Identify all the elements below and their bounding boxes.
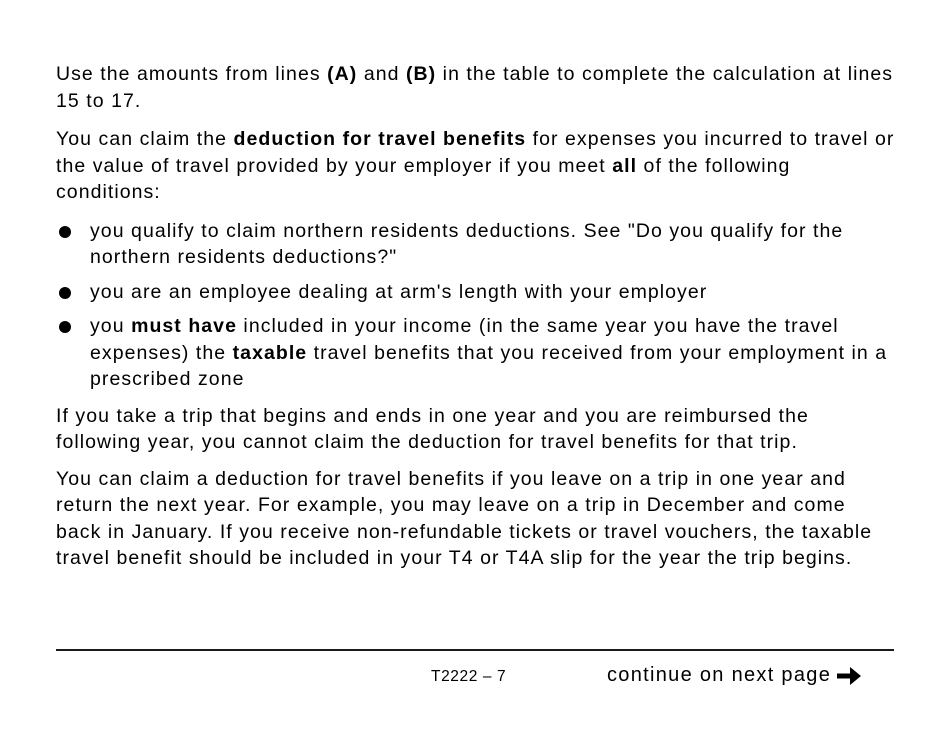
text: in the table to complete the calculation at lines 15 to 17. [56,63,894,112]
continue-next-page-link[interactable] [607,664,863,687]
footer-divider [56,649,894,651]
bullet-icon [59,287,71,299]
bold-deduction-travel-benefits: deduction for travel benefits [233,128,527,150]
text: and [357,63,406,85]
document-body [56,61,896,572]
list-item [56,313,896,393]
paragraph-trip-same-year: If you take a trip that begins and ends in one year and you are reimbursed the following year, you cannot claim the deduction for travel benefits for that trip. [56,404,809,453]
text: you qualify to claim northern residents deductions. See "Do you qualify for the northern residents deductions?" [90,219,844,268]
list-item [56,279,896,306]
conditions-list [56,218,896,393]
arrow-right-icon [835,665,863,687]
bold-line-a: (A) [327,63,358,85]
bold-all: all [612,154,638,177]
text: for expenses you incurred to travel or the value of travel provided by your employer if you meet [56,128,895,177]
text: of the following conditions: [56,154,791,203]
text: you are an employee dealing at arm's length with your employer [90,280,708,303]
paragraph-use-amounts [56,61,896,114]
list-item [56,218,896,271]
text: travel benefits that you received from your employment in a prescribed zone [90,341,888,390]
paragraph-trip-spanning-years: You can claim a deduction for travel benefits if you leave on a trip in one year and return the next year. For example, you may leave on a trip in December and come back in January. If you receive non-refundable tickets or travel vouchers, the taxable travel benefit should be included in your T4 or T4A slip for the year the trip begins. [56,467,873,569]
bold-taxable: taxable [232,341,308,364]
bold-must-have: must have [131,315,237,337]
text: you [90,315,132,337]
paragraph-claim-deduction [56,126,896,206]
bullet-icon [59,321,71,333]
continue-label: continue on next page [607,664,832,686]
text: included in your income (in the same year you have the travel expenses) the [90,315,839,364]
bullet-icon [59,226,71,238]
bold-line-b: (B) [405,63,437,85]
page-number: T2222 – 7 [431,668,507,685]
text: You can claim the [56,128,234,150]
text: Use the amounts from lines [56,63,328,85]
